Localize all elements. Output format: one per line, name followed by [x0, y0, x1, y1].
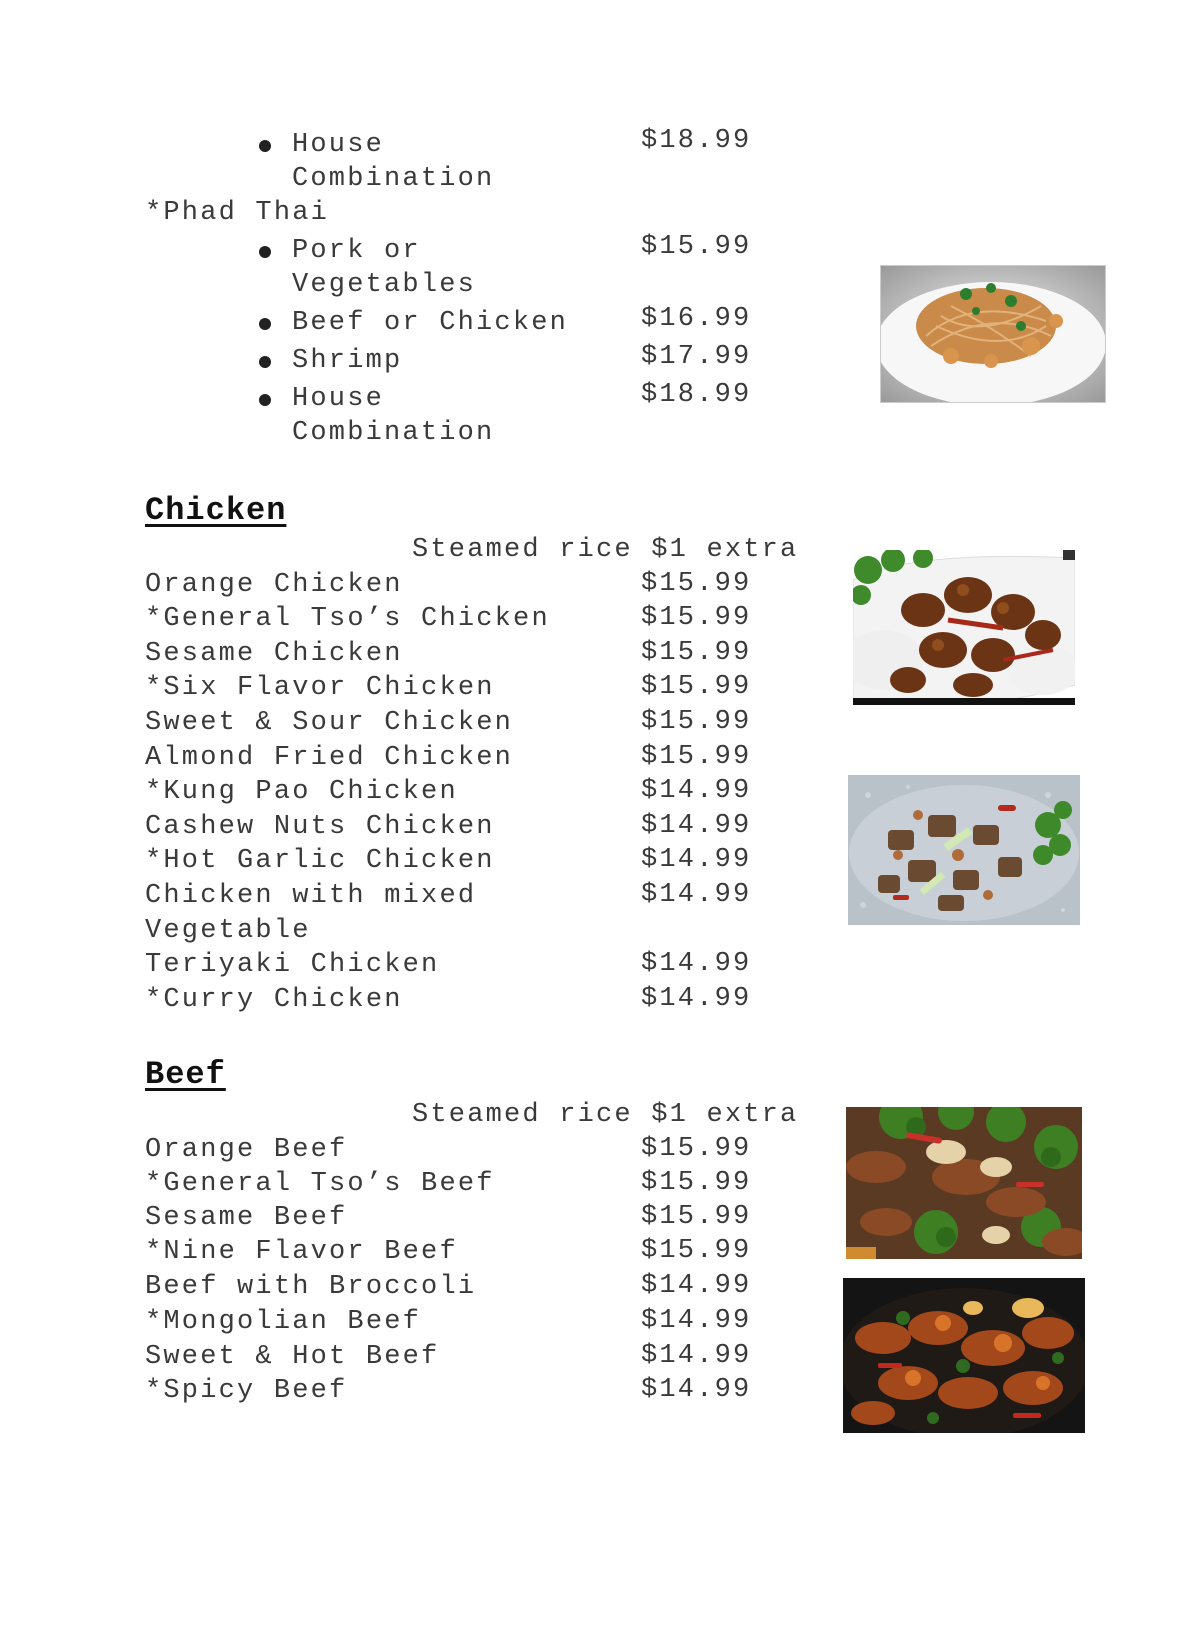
steamed-rice-note: Steamed rice $1 extra — [412, 1100, 799, 1130]
menu-item-name: *Nine Flavor Beef — [145, 1237, 458, 1267]
menu-item-name: *Mongolian Beef — [145, 1307, 422, 1337]
menu-item-name: *Kung Pao Chicken — [145, 777, 458, 807]
menu-item-price: $15.99 — [641, 1134, 752, 1164]
menu-item-name: Almond Fried Chicken — [145, 743, 514, 773]
menu-item-name: Cashew Nuts Chicken — [145, 812, 495, 842]
menu-item-price: $15.99 — [641, 603, 752, 633]
menu-item-price: $14.99 — [641, 1271, 752, 1301]
menu-item-price: $14.99 — [641, 949, 752, 979]
menu-item-price: $18.99 — [641, 380, 752, 410]
menu-item-name: House — [292, 130, 385, 160]
menu-item-name: Shrimp — [292, 346, 403, 376]
menu-item-price: $15.99 — [641, 1202, 752, 1232]
menu-item-name: *General Tso’s Beef — [145, 1169, 495, 1199]
menu-item-price: $15.99 — [641, 707, 752, 737]
menu-item-name: Sweet & Hot Beef — [145, 1342, 440, 1372]
bullet-icon — [259, 140, 271, 152]
phad-thai-photo — [880, 265, 1106, 403]
menu-item-name: Orange Chicken — [145, 570, 403, 600]
menu-item-name: Vegetables — [292, 270, 477, 300]
menu-item-price: $14.99 — [641, 811, 752, 841]
menu-item-name: Sweet & Sour Chicken — [145, 708, 514, 738]
menu-item-price: $15.99 — [641, 742, 752, 772]
menu-item-price: $14.99 — [641, 1341, 752, 1371]
menu-item-price: $15.99 — [641, 232, 752, 262]
menu-item-price: $16.99 — [641, 304, 752, 334]
menu-item-price: $15.99 — [641, 569, 752, 599]
menu-item-name: House — [292, 384, 385, 414]
menu-item-name: *Six Flavor Chicken — [145, 673, 495, 703]
menu-item-price: $15.99 — [641, 1168, 752, 1198]
steamed-rice-note: Steamed rice $1 extra — [412, 535, 799, 565]
menu-item-name: Beef with Broccoli — [145, 1272, 477, 1302]
beef-broccoli-photo — [846, 1107, 1082, 1259]
bullet-icon — [259, 356, 271, 368]
menu-item-price: $15.99 — [641, 1236, 752, 1266]
mongolian-beef-photo — [843, 1278, 1085, 1433]
menu-item-name: *General Tso’s Chicken — [145, 604, 550, 634]
menu-item-price: $14.99 — [641, 984, 752, 1014]
kung-pao-chicken-photo — [848, 775, 1080, 925]
menu-item-price: $14.99 — [641, 776, 752, 806]
menu-item-name: *Hot Garlic Chicken — [145, 846, 495, 876]
orange-chicken-photo — [853, 550, 1075, 705]
menu-item-name: Chicken with mixed — [145, 881, 477, 911]
menu-item-price: $14.99 — [641, 1306, 752, 1336]
menu-item-name: Sesame Beef — [145, 1203, 348, 1233]
section-heading-beef: Beef — [145, 1056, 226, 1093]
menu-item-name: Sesame Chicken — [145, 639, 403, 669]
menu-item-price: $17.99 — [641, 342, 752, 372]
menu-item-price: $15.99 — [641, 672, 752, 702]
menu-item-price: $14.99 — [641, 880, 752, 910]
menu-item-price: $15.99 — [641, 638, 752, 668]
section-title-phad-thai: *Phad Thai — [145, 198, 330, 228]
menu-item-name: Vegetable — [145, 916, 311, 946]
menu-item-price: $14.99 — [641, 1375, 752, 1405]
menu-item-name: Orange Beef — [145, 1135, 348, 1165]
menu-item-price: $14.99 — [641, 845, 752, 875]
bullet-icon — [259, 318, 271, 330]
menu-item-name: *Spicy Beef — [145, 1376, 348, 1406]
menu-item-name: Pork or — [292, 236, 421, 266]
menu-item-name: *Curry Chicken — [145, 985, 403, 1015]
menu-item-price: $18.99 — [641, 126, 752, 156]
menu-item-name: Combination — [292, 418, 495, 448]
menu-item-name: Teriyaki Chicken — [145, 950, 440, 980]
menu-item-name: Combination — [292, 164, 495, 194]
bullet-icon — [259, 246, 271, 258]
menu-item-name: Beef or Chicken — [292, 308, 569, 338]
section-heading-chicken: Chicken — [145, 492, 287, 529]
bullet-icon — [259, 394, 271, 406]
